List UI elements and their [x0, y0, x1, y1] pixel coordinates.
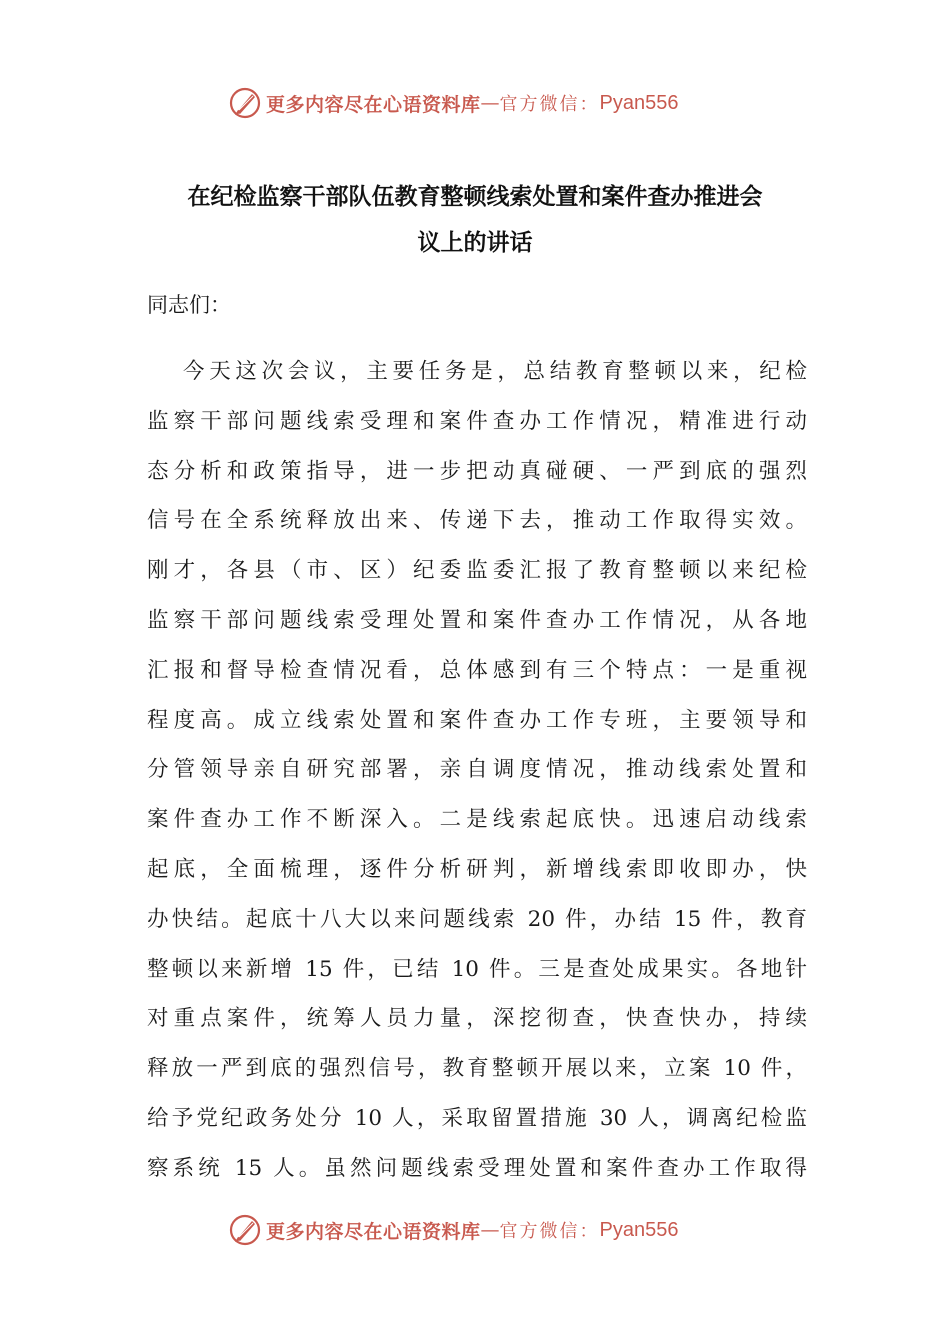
body-line: 案件查办工作不断深入。二是线索起底快。迅速启动线索 — [147, 807, 807, 833]
banner-title: 更多内容尽在心语资料库 — [266, 1220, 481, 1243]
body-line: 分管领导亲自研究部署，亲自调度情况，推动线索处置和 — [147, 757, 807, 783]
body-line: 监察干部问题线索受理处置和案件查办工作情况，从各地 — [147, 607, 807, 633]
body-line: 整顿以来新增 15 件，已结 10 件。三是查处成果实。各地针 — [147, 956, 807, 982]
body-line: 态分析和政策指导，进一步把动真碰硬、一严到底的强烈 — [147, 458, 807, 484]
body-line: 今天这次会议，主要任务是，总结教育整顿以来，纪检 — [183, 359, 807, 384]
salutation: 同志们： — [147, 293, 231, 317]
body-line: 对重点案件，统筹人员力量，深挖彻查，快查快办，持续 — [147, 1006, 807, 1032]
wechat-label: 官方微信： — [499, 94, 600, 115]
body-line: 信号在全系统释放出来、传递下去，推动工作取得实效。 — [147, 508, 807, 534]
header-banner — [228, 83, 678, 123]
body-line: 汇报和督导检查情况看，总体感到有三个特点：一是重视 — [147, 657, 807, 683]
body-line: 释放一严到底的强烈信号，教育整顿开展以来，立案 10 件， — [147, 1056, 807, 1082]
body-line: 刚才，各县（市、区）纪委监委汇报了教育整顿以来纪检 — [147, 558, 807, 584]
body-line: 程度高。成立线索处置和案件查办工作专班，主要领导和 — [147, 707, 807, 733]
quill-pen-logo-icon — [228, 86, 262, 120]
wechat-id: Pyan556 — [599, 91, 679, 114]
footer-banner — [228, 1210, 678, 1250]
body-paragraph — [147, 347, 807, 1194]
body-line: 办快结。起底十八大以来问题线索 20 件，办结 15 件，教育 — [147, 906, 807, 932]
quill-pen-logo-icon — [228, 1213, 262, 1247]
wechat-id: Pyan556 — [599, 1218, 679, 1241]
document-title-line-2: 议上的讲话 — [417, 230, 533, 256]
body-line: 监察干部问题线索受理和案件查办工作情况，精准进行动 — [147, 408, 807, 434]
body-line: 起底，全面梳理，逐件分析研判，新增线索即收即办，快 — [147, 856, 807, 882]
body-line: 给予党纪政务处分 10 人，采取留置措施 30 人，调离纪检监 — [147, 1105, 807, 1131]
banner-title: 更多内容尽在心语资料库 — [266, 93, 481, 116]
banner-separator: — — [480, 92, 500, 114]
document-title-line-1: 在纪检监察干部队伍教育整顿线索处置和案件查办推进会 — [187, 184, 763, 210]
body-line: 察系统 15 人。虽然问题线索受理处置和案件查办工作取得 — [147, 1155, 807, 1181]
wechat-label: 官方微信： — [499, 1221, 600, 1242]
banner-separator: — — [480, 1219, 500, 1241]
